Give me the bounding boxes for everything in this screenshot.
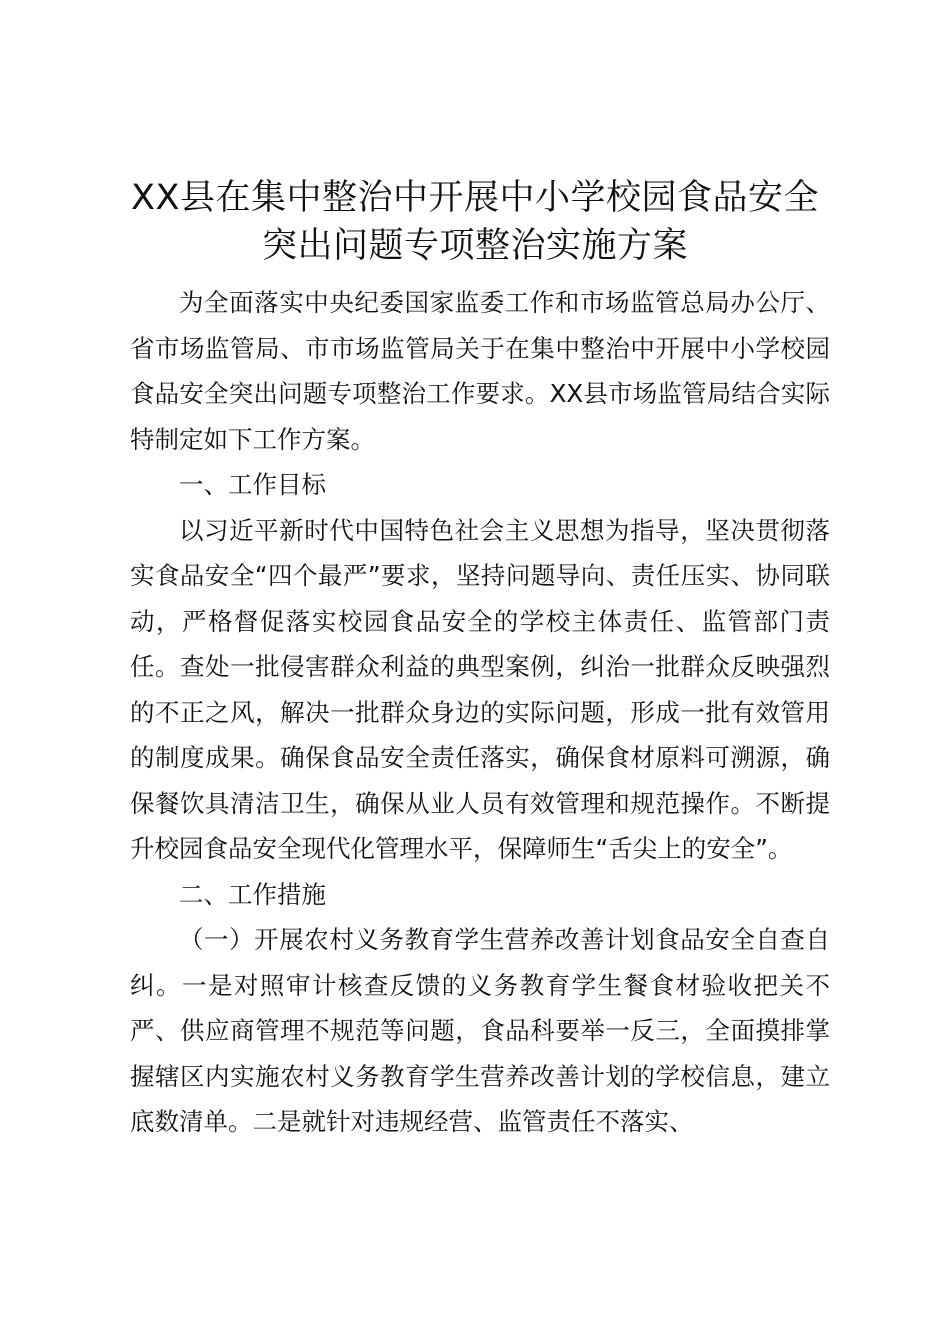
document-title-line-2: 突出问题专项整治实施方案 (261, 226, 688, 266)
measures-paragraph-1: （一）开展农村义务教育学生营养改善计划食品安全自查自纠。一是对照审计核查反馈的义务教育学生餐食材验收把关不严、供应商管理不规范等问题，食品科要举一反三，全面摸排掌握辖区内实施农村义务教育学生营养改善计划的学校信息，建立底数清单。二是就针对违规经营、监管责任不落实、 (130, 925, 830, 1136)
goals-paragraph: 以习近平新时代中国特色社会主义思想为指导，坚决贯彻落实食品安全“四个最严”要求，坚持问题导向、责任压实、协同联动，严格督促落实校园食品安全的学校主体责任、监管部门责任。查处一批侵害群众利益的典型案例，纠治一批群众反映强烈的不正之风，解决一批群众身边的实际问题，形成一批有效管用的制度成果。确保食品安全责任落实，确保食材原料可溯源，确保餐饮具清洁卫生，确保从业人员有效管理和规范操作。不断提升校园食品安全现代化管理水平，保障师生“舌尖上的安全”。 (130, 515, 830, 863)
document-body (130, 280, 830, 1145)
section-heading-goals: 一、工作目标 (179, 470, 326, 499)
section-heading-measures: 二、工作措施 (179, 879, 326, 909)
document-title-line-1: XX县在集中整治中开展中小学校园食品安全 (131, 178, 819, 218)
intro-paragraph: 为全面落实中央纪委国家监委工作和市场监管总局办公厅、省市场监管局、市市场监管局关于在集中整治中开展中小学校园食品安全突出问题专项整治工作要求。XX县市场监管局结合实际特制定如下工作方案。 (130, 288, 830, 454)
